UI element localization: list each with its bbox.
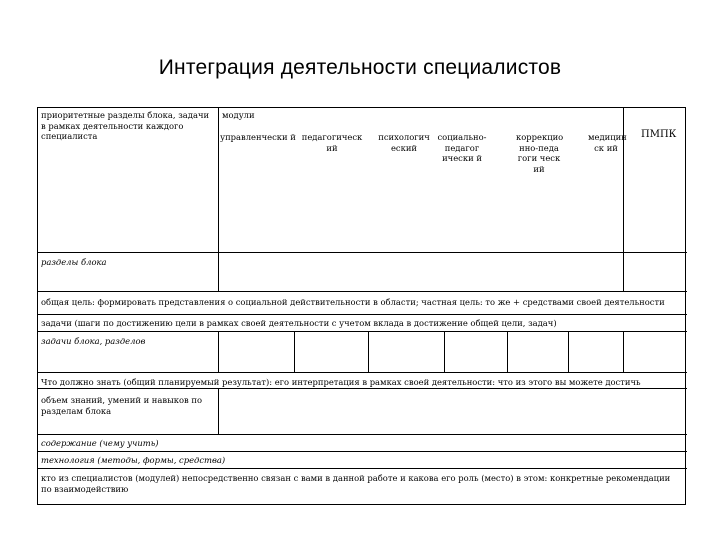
module-socio-pedagogical: социально-педагог ически й [437, 132, 487, 163]
content-label: содержание (чему учить) [41, 438, 159, 448]
column-divider [507, 331, 508, 372]
module-medical: медицин ск ий [588, 132, 627, 153]
technology-label: технология (методы, формы, средства) [41, 455, 226, 465]
row-divider [38, 314, 687, 315]
row-divider [38, 468, 687, 469]
column-divider [368, 331, 369, 372]
integration-table [37, 107, 686, 505]
column-divider [218, 388, 219, 434]
row-divider [38, 372, 687, 373]
row-divider [38, 388, 687, 389]
page-title: Интеграция деятельности специалистов [158, 56, 562, 79]
column-divider [623, 331, 624, 372]
column-divider [218, 108, 219, 291]
module-correctional: коррекцио нно-педа гоги ческ ий [516, 132, 564, 174]
column-divider [444, 331, 445, 372]
row-divider [38, 434, 687, 435]
module-management: управленчески й [220, 132, 296, 142]
pmpk-label: ПМПК [641, 129, 677, 140]
row-divider [38, 451, 687, 452]
tasks-text: задачи (шаги по достижению цели в рамках своей деятельности с учетом вклада в достижение общей цели, задач) [41, 318, 557, 328]
priority-sections-label: приоритетные разделы блока, задачи в рамках деятельности каждого специалиста [41, 110, 210, 141]
modules-label: модули [222, 110, 255, 120]
row-divider [38, 252, 687, 253]
column-divider [568, 331, 569, 372]
module-pedagogical: педагогическ ий [301, 132, 363, 153]
block-tasks-label: задачи блока, разделов [41, 336, 146, 346]
cooperation-text: кто из специалистов (модулей) непосредственно связан с вами в данной работе и какова его роль (место) в этом: конкретные рекомендации по взаимодействию [41, 473, 671, 494]
row-divider [38, 291, 687, 292]
module-psychological: психологич еский [378, 132, 430, 153]
column-divider [294, 331, 295, 372]
knowledge-label: объем знаний, умений и навыков по разделам блока [41, 395, 203, 416]
block-sections-label: разделы блока [41, 257, 107, 267]
row-divider [38, 331, 687, 332]
general-goal-text: общая цель: формировать представления о социальной действительности в области; частная цель: то же + средствами своей деятельности [41, 297, 665, 307]
result-text: Что должно знать (общий планируемый результат): его интерпретация в рамках своей деятельности: что из этого вы можете достичь [41, 377, 641, 387]
column-divider [218, 331, 219, 372]
